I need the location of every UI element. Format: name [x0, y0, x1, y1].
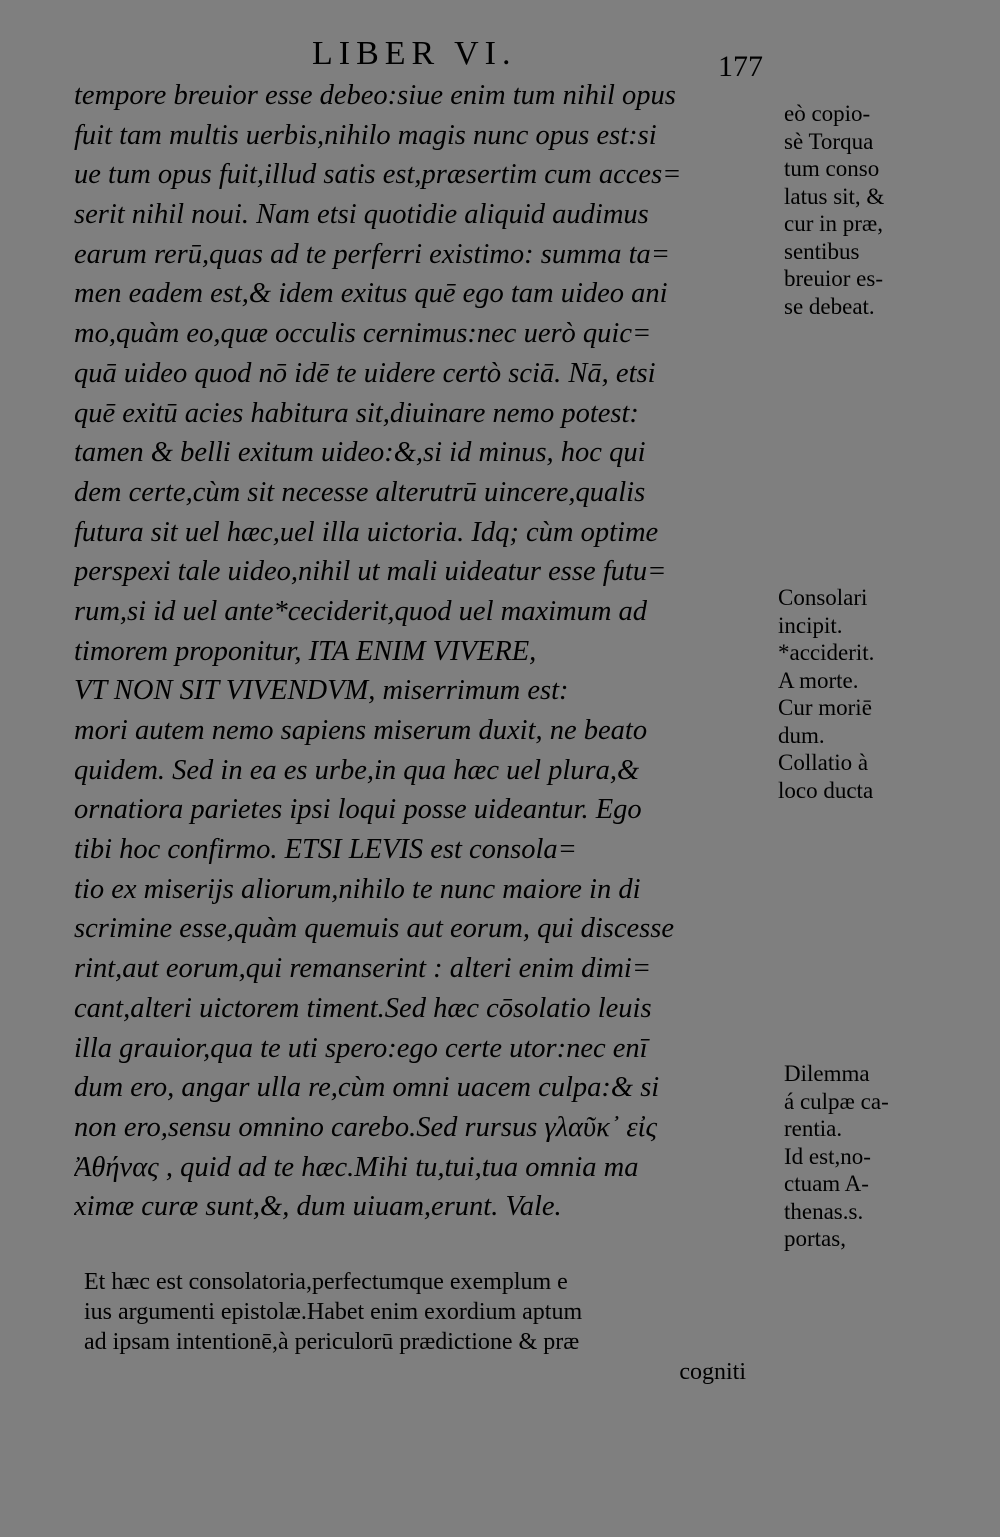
main-text-line: quā uideo quod nō idē te uidere certò sciā. Nā, etsi — [74, 357, 656, 389]
main-text-line: ornatiora parietes ipsi loqui posse uideantur. Ego — [74, 794, 642, 826]
commentary-paragraph — [84, 1267, 764, 1387]
margin-note-line: sentibus — [784, 238, 860, 264]
margin-note-line: sè Torqua — [784, 128, 874, 154]
margin-note-line: cur in præ, — [784, 211, 884, 236]
margin-note-line: Id est,no- — [784, 1143, 871, 1169]
page-number: 177 — [718, 50, 763, 83]
margin-note-line: rentia. — [784, 1116, 843, 1141]
margin-note-line: Collatio à — [778, 750, 869, 775]
main-text-line: perspexi tale uideo,nihil ut mali uideatur esse futu= — [74, 556, 667, 588]
main-text-line: futura sit uel hæc,uel illa uictoria. Idq; cùm optime — [74, 516, 659, 548]
catchword: cogniti — [679, 1359, 746, 1385]
margin-note-line: breuior es- — [784, 266, 883, 291]
running-head: LIBER VI. — [312, 35, 517, 72]
margin-note-line: thenas.s. — [784, 1198, 864, 1224]
margin-note-line: Consolari — [778, 585, 868, 610]
main-text-line: Ἀθήνας , quid ad te hæc.Mihi tu,tui,tua omnia ma — [74, 1151, 639, 1183]
main-text-line: quē exitū acies habitura sit,diuinare nemo potest: — [74, 397, 639, 429]
margin-note-line: á culpæ ca- — [784, 1088, 889, 1114]
main-text-line: scrimine esse,quàm quemuis aut eorum, qui discesse — [74, 913, 675, 945]
margin-note-line: portas, — [784, 1226, 846, 1251]
margin-note-line: incipit. — [778, 612, 843, 638]
main-text-line: ue tum opus fuit,illud satis est,præsertim cum acces= — [74, 159, 682, 191]
margin-note-line: eò copio- — [784, 101, 871, 126]
main-text-line: timorem proponitur, ITA ENIM VIVERE, — [74, 635, 537, 667]
margin-note-line: dum. — [778, 722, 825, 748]
main-text-line: tamen & belli exitum uideo:&,si id minus, hoc qui — [74, 437, 646, 469]
main-text-line: earum rerū,quas ad te perferri existimo: summa ta= — [74, 238, 671, 270]
margin-note-torquatus — [778, 100, 988, 320]
main-text-block — [74, 76, 774, 1227]
margin-note-line: loco ducta — [778, 777, 874, 803]
margin-note-line: tum conso — [784, 156, 880, 181]
main-text-line: illa grauior,qua te uti spero:ego certe utor:nec enī — [74, 1032, 648, 1064]
main-text-line: quidem. Sed in ea es urbe,in qua hæc uel plura,& — [74, 754, 640, 786]
main-text-line: cant,alteri uictorem timent.Sed hæc cōsolatio leuis — [74, 992, 652, 1024]
main-text-line: fuit tam multis uerbis,nihilo magis nunc opus est:si — [74, 119, 657, 151]
main-text-line: dum ero, angar ulla re,cùm omni uacem culpa:& si — [74, 1072, 660, 1104]
margin-note-dilemma — [778, 1060, 988, 1253]
main-text-line: men eadem est,& idem exitus quē ego tam uideo ani — [74, 278, 668, 310]
commentary-line: Et hæc est consolatoria,perfectumque exemplum e — [84, 1269, 568, 1295]
margin-note-line: A morte. — [778, 667, 859, 693]
commentary-line: ius argumenti epistolæ.Habet enim exordium aptum — [84, 1299, 583, 1325]
main-text-line: mo,quàm eo,quæ occulis cernimus:nec uerò quic= — [74, 318, 652, 350]
main-text-line: VT NON SIT VIVENDVM, miserrimum est: — [74, 675, 569, 707]
main-text-line: tio ex miserijs aliorum,nihilo te nunc maiore in di — [74, 873, 641, 905]
main-text-line: dem certe,cùm sit necesse alterutrū uincere,qualis — [74, 476, 646, 508]
main-text-line: mori autem nemo sapiens miserum duxit, ne beato — [74, 715, 648, 746]
main-text-line: tempore breuior esse debeo:siue enim tum nihil opus — [74, 80, 676, 111]
margin-note-line: *acciderit. — [778, 640, 875, 665]
margin-note-line: latus sit, & — [784, 183, 885, 209]
main-text-line: serit nihil noui. Nam etsi quotidie aliquid audimus — [74, 199, 649, 231]
main-text-line: rint,aut eorum,qui remanserint : alteri enim dimi= — [74, 953, 652, 985]
margin-note-line: Dilemma — [784, 1061, 870, 1086]
commentary-line: ad ipsam intentionē,à periculorū prædictione & præ — [84, 1329, 580, 1355]
main-text-line: tibi hoc confirmo. ETSI LEVIS est consola= — [74, 834, 577, 866]
main-text-line: rum,si id uel ante*ceciderit,quod uel maximum ad — [74, 595, 648, 627]
main-text-line: non ero,sensu omnino carebo.Sed rursus γλαῦκ᾽ εἰς — [74, 1111, 658, 1143]
main-text-line: ximæ curæ sunt,&, dum uiuam,erunt. Vale. — [74, 1191, 562, 1223]
margin-note-consolari — [778, 584, 988, 804]
margin-note-line: Cur moriē — [778, 695, 872, 720]
margin-note-line: se debeat. — [784, 293, 875, 319]
margin-note-line: ctuam A- — [784, 1171, 869, 1196]
